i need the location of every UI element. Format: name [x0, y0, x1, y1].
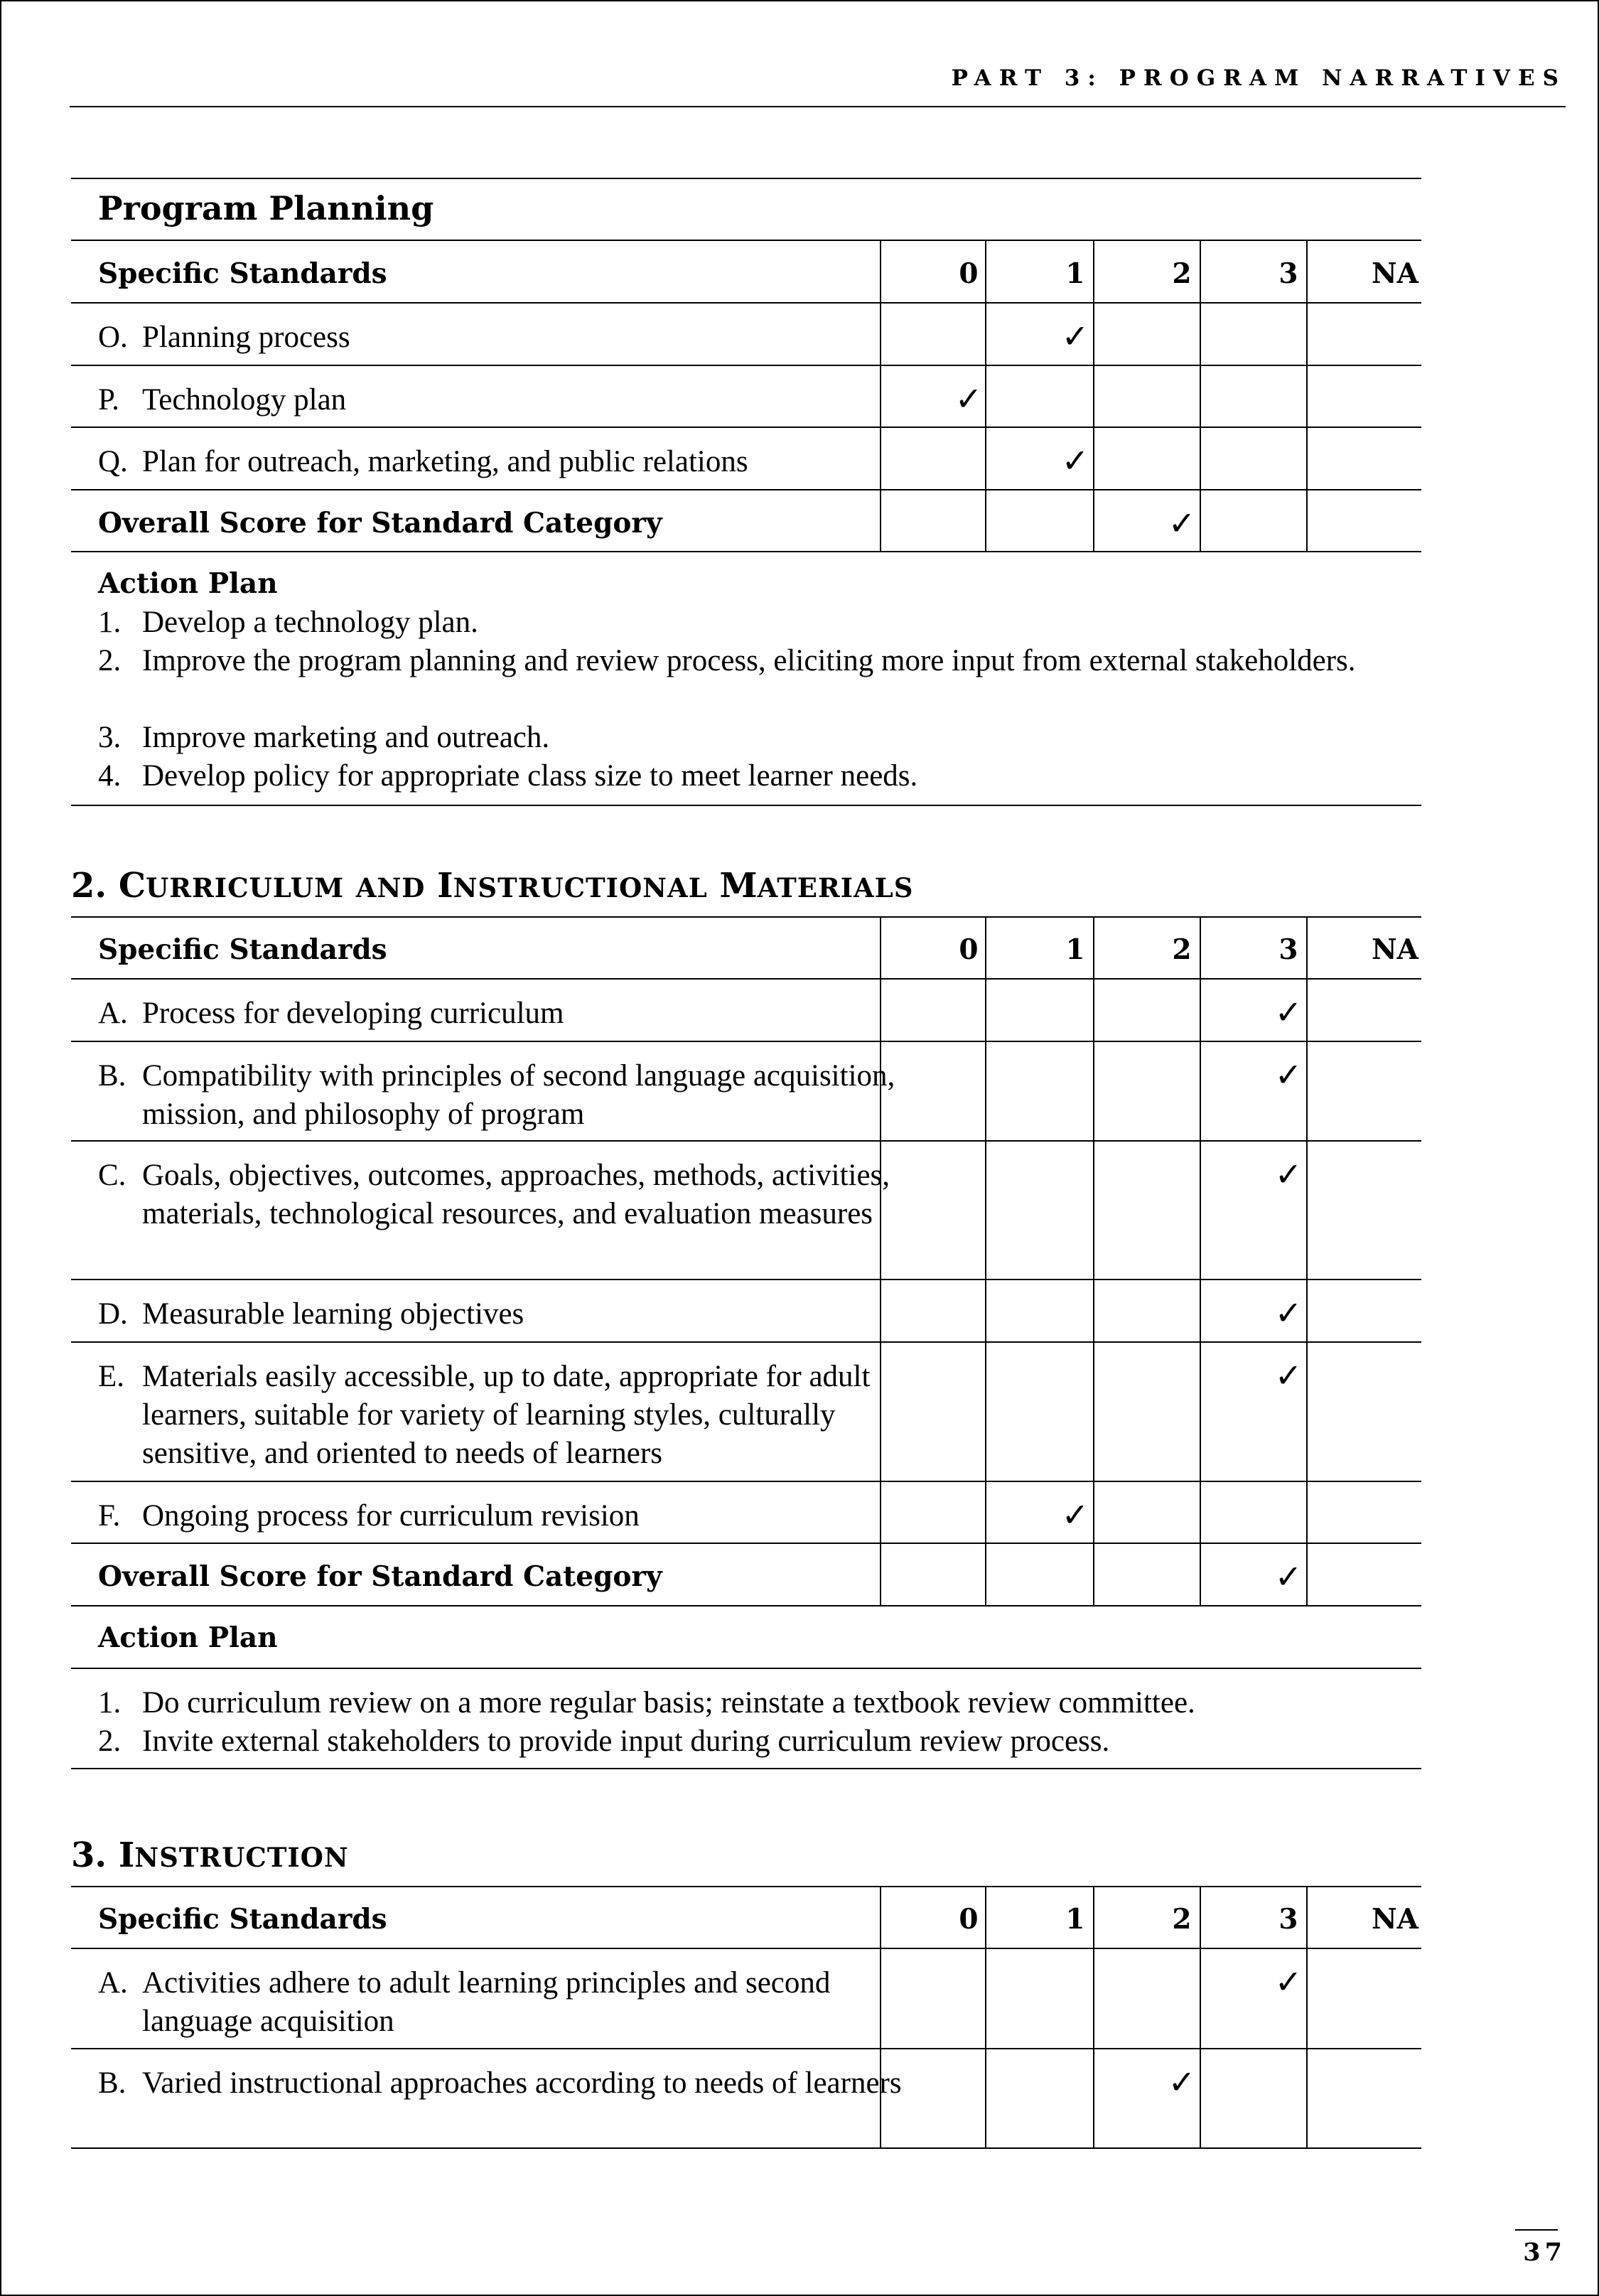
- item-letter: B.: [98, 2066, 126, 2100]
- column-divider: [1093, 1886, 1094, 2147]
- item-letter: B.: [98, 1059, 126, 1093]
- standard-item: [98, 1157, 919, 1233]
- item-text: Measurable learning objectives: [142, 1297, 524, 1331]
- section-title-curriculum: [71, 866, 914, 906]
- column-divider: [1200, 916, 1201, 1605]
- standard-item: [98, 1295, 919, 1334]
- table-rule: [71, 1886, 1421, 1887]
- table-rule: [71, 1543, 1421, 1544]
- title-word-initial: I: [118, 1835, 135, 1875]
- title-word-initial: M: [719, 866, 758, 906]
- action-plan-item: [98, 642, 1391, 680]
- action-text: Develop a technology plan.: [142, 606, 478, 639]
- column-header-3: 3: [1278, 257, 1298, 290]
- item-letter: A.: [98, 997, 128, 1030]
- check-mark: ✓: [1274, 1356, 1303, 1395]
- action-text: Improve marketing and outreach.: [142, 721, 550, 754]
- standard-item: [98, 1497, 919, 1535]
- table-rule: [71, 240, 1421, 241]
- section-title-instruction: [71, 1835, 349, 1875]
- table-rule: [71, 1279, 1421, 1280]
- item-text: Plan for outreach, marketing, and public relations: [142, 445, 748, 478]
- action-text: Invite external stakeholders to provide input during curriculum review process.: [142, 1724, 1110, 1758]
- standard-item: [98, 1358, 919, 1473]
- column-header-na: NA: [1372, 933, 1418, 966]
- column-header-2: 2: [1172, 933, 1192, 966]
- standard-item: [98, 2064, 919, 2103]
- table-rule: [71, 551, 1421, 552]
- section-number: 3.: [71, 1835, 107, 1875]
- check-mark: ✓: [1274, 1056, 1303, 1094]
- table-rule: [71, 1140, 1421, 1142]
- column-header-0: 0: [959, 933, 979, 966]
- item-letter: D.: [98, 1297, 128, 1331]
- overall-check-mark: ✓: [1168, 504, 1196, 542]
- page-number-rule: [1515, 2229, 1558, 2231]
- item-text: Goals, objectives, outcomes, approaches, methods, activities, materials, technological resources, and evaluation measures: [142, 1159, 890, 1230]
- table-rule: [71, 1341, 1421, 1343]
- column-header-0: 0: [959, 257, 979, 290]
- item-letter: F.: [98, 1499, 121, 1533]
- item-text: Materials easily accessible, up to date, appropriate for adult learners, suitable for variety of learning styles, culturally sensitive, and oriented to needs of learners: [142, 1360, 871, 1470]
- column-divider: [985, 1886, 986, 2147]
- column-divider: [1093, 916, 1094, 1605]
- title-word-initial: C: [118, 866, 146, 906]
- item-text: Planning process: [142, 321, 350, 354]
- title-word-rest: NSTRUCTIONAL: [453, 872, 708, 903]
- column-header-1: 1: [1065, 933, 1085, 966]
- column-divider: [880, 916, 881, 1605]
- standard-item: [98, 443, 919, 481]
- column-header-3: 3: [1278, 1903, 1298, 1936]
- standards-header: Specific Standards: [98, 257, 387, 290]
- standard-item: [98, 318, 919, 357]
- table-rule: [71, 1481, 1421, 1482]
- check-mark: ✓: [1168, 2063, 1196, 2101]
- standard-item: [98, 1057, 919, 1134]
- action-number: 2.: [98, 1724, 122, 1758]
- overall-score-label: Overall Score for Standard Category: [98, 507, 662, 540]
- running-head: PART 3: PROGRAM NARRATIVES: [951, 65, 1566, 91]
- column-divider: [985, 240, 986, 551]
- column-divider: [1306, 916, 1308, 1605]
- check-mark: ✓: [1061, 317, 1089, 355]
- table-rule: [71, 805, 1421, 806]
- standard-item: [98, 381, 919, 419]
- table-rule: [71, 1768, 1421, 1769]
- column-header-2: 2: [1172, 1903, 1192, 1936]
- overall-score-label: Overall Score for Standard Category: [98, 1560, 662, 1593]
- item-letter: E.: [98, 1360, 125, 1393]
- table-rule: [71, 365, 1421, 366]
- item-text: Process for developing curriculum: [142, 997, 564, 1030]
- table-rule: [71, 427, 1421, 428]
- title-word-rest: NSTRUCTION: [134, 1842, 349, 1873]
- title-word-initial: I: [437, 866, 453, 906]
- item-text: Activities adhere to adult learning principles and second language acquisition: [142, 1966, 831, 2038]
- table-rule: [71, 1948, 1421, 1949]
- standard-item: [98, 994, 919, 1033]
- action-plan-item: [98, 1722, 1391, 1761]
- column-divider: [880, 1886, 881, 2147]
- table-rule: [71, 2147, 1421, 2149]
- column-header-na: NA: [1372, 1903, 1418, 1936]
- check-mark: ✓: [1061, 441, 1089, 480]
- table-rule: [71, 489, 1421, 490]
- check-mark: ✓: [1061, 1496, 1089, 1534]
- check-mark: ✓: [1274, 1294, 1303, 1332]
- table-rule: [71, 1605, 1421, 1606]
- title-word-rest: ATERIALS: [757, 872, 914, 903]
- column-divider: [1200, 1886, 1201, 2147]
- column-divider: [1093, 240, 1094, 551]
- column-header-1: 1: [1065, 257, 1085, 290]
- standards-header: Specific Standards: [98, 933, 387, 966]
- running-head-rule: [70, 106, 1566, 107]
- section-number: 2.: [71, 866, 107, 906]
- standards-header: Specific Standards: [98, 1903, 387, 1936]
- item-letter: P.: [98, 383, 119, 417]
- column-divider: [985, 916, 986, 1605]
- column-divider: [880, 240, 881, 551]
- column-divider: [1306, 1886, 1308, 2147]
- title-word-rest: URRICULUM: [146, 872, 345, 903]
- column-divider: [1200, 240, 1201, 551]
- item-text: Compatibility with principles of second language acquisition, mission, and philosophy of program: [142, 1059, 895, 1131]
- action-number: 3.: [98, 721, 122, 754]
- column-header-3: 3: [1278, 933, 1298, 966]
- item-letter: C.: [98, 1159, 126, 1192]
- action-plan-item: [98, 757, 1391, 795]
- action-plan-item: [98, 719, 1391, 757]
- column-header-1: 1: [1065, 1903, 1085, 1936]
- column-header-0: 0: [959, 1903, 979, 1936]
- column-header-2: 2: [1172, 257, 1192, 290]
- action-number: 4.: [98, 759, 122, 793]
- check-mark: ✓: [954, 380, 983, 418]
- action-number: 2.: [98, 644, 122, 677]
- page-number: 37: [1523, 2238, 1566, 2267]
- table-rule: [71, 1041, 1421, 1042]
- action-plan-item: [98, 1684, 1391, 1722]
- table-rule: [71, 916, 1421, 918]
- table-rule: [71, 978, 1421, 980]
- table-rule: [71, 178, 1421, 179]
- table-rule: [71, 1668, 1421, 1669]
- title-word: AND: [355, 872, 426, 903]
- column-header-na: NA: [1372, 257, 1418, 290]
- check-mark: ✓: [1274, 1963, 1303, 2001]
- item-letter: O.: [98, 321, 128, 354]
- action-plan-title: Action Plan: [98, 567, 278, 600]
- item-text: Varied instructional approaches according to needs of learners: [142, 2066, 902, 2100]
- table-rule: [71, 302, 1421, 304]
- column-divider: [1306, 240, 1308, 551]
- standard-item: [98, 1964, 919, 2041]
- check-mark: ✓: [1274, 1155, 1303, 1193]
- table-rule: [71, 2048, 1421, 2049]
- action-number: 1.: [98, 1686, 122, 1720]
- action-plan-item: [98, 603, 1391, 642]
- check-mark: ✓: [1274, 993, 1303, 1031]
- overall-check-mark: ✓: [1274, 1557, 1303, 1596]
- item-letter: Q.: [98, 445, 128, 478]
- action-text: Develop policy for appropriate class size to meet learner needs.: [142, 759, 918, 793]
- item-letter: A.: [98, 1966, 128, 2000]
- action-text: Improve the program planning and review process, eliciting more input from external stakeholders.: [142, 644, 1356, 677]
- action-text: Do curriculum review on a more regular basis; reinstate a textbook review committee.: [142, 1686, 1195, 1720]
- action-plan-title: Action Plan: [98, 1621, 278, 1654]
- table-title: Program Planning: [98, 189, 434, 227]
- item-text: Technology plan: [142, 383, 347, 417]
- item-text: Ongoing process for curriculum revision: [142, 1499, 640, 1533]
- action-number: 1.: [98, 606, 122, 639]
